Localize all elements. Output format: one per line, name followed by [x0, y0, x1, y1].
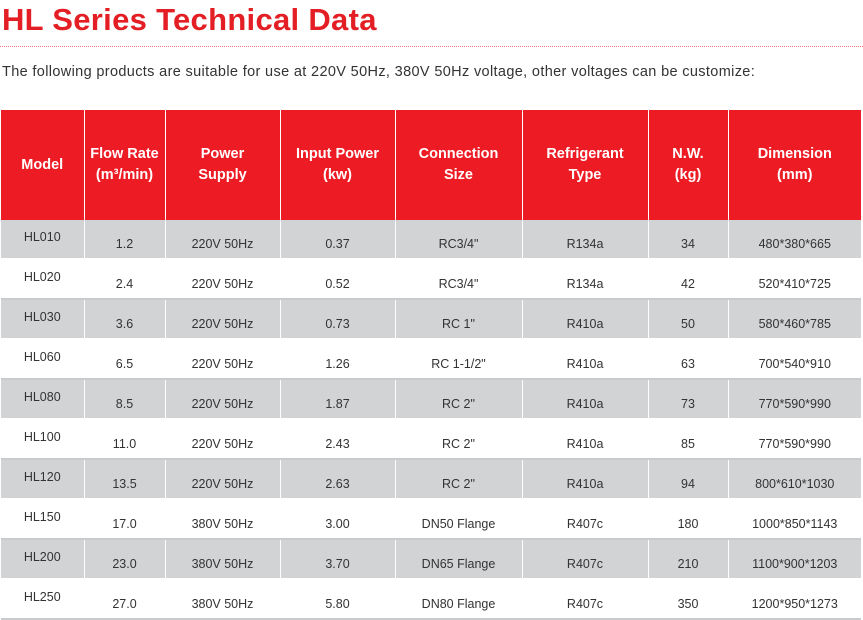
power-supply-value: 220V 50Hz	[191, 317, 254, 331]
cell-power-supply	[165, 339, 280, 379]
refrigerant-value: R407c	[566, 557, 604, 571]
dimension-value: 770*590*990	[758, 397, 831, 411]
cell-refrigerant	[522, 539, 648, 579]
table-row	[1, 579, 861, 619]
cell-flow-rate	[84, 299, 165, 339]
net-weight-value: 63	[681, 357, 695, 371]
refrigerant-value: R134a	[566, 277, 604, 291]
cell-connection-size	[395, 339, 522, 379]
cell-net-weight	[648, 579, 728, 619]
refrigerant-value: R410a	[566, 397, 604, 411]
cell-model	[1, 220, 84, 259]
cell-model	[1, 419, 84, 459]
flow-rate-value: 6.5	[115, 357, 134, 371]
connection-size-value: DN50 Flange	[421, 517, 496, 531]
model-value: HL120	[23, 470, 61, 484]
header-flow-rate: Flow Rate (m³/min)	[84, 110, 165, 220]
model-value: HL030	[23, 310, 61, 324]
dimension-value: 700*540*910	[758, 357, 831, 371]
net-weight-value: 50	[681, 317, 695, 331]
dimension-value: 770*590*990	[758, 437, 831, 451]
input-power-value: 1.87	[325, 397, 350, 411]
cell-refrigerant	[522, 499, 648, 539]
net-weight-value: 85	[681, 437, 695, 451]
cell-model	[1, 259, 84, 299]
connection-size-value: RC 2"	[442, 437, 475, 451]
table-row	[1, 220, 861, 259]
dimension-value: 1000*850*1143	[752, 517, 838, 531]
cell-net-weight	[648, 459, 728, 499]
power-supply-value: 220V 50Hz	[191, 477, 254, 491]
cell-dimension	[728, 379, 861, 419]
input-power-value: 0.73	[325, 317, 350, 331]
cell-dimension	[728, 299, 861, 339]
cell-input-power	[280, 339, 395, 379]
flow-rate-value: 8.5	[115, 397, 134, 411]
cell-connection-size	[395, 379, 522, 419]
dimension-value: 1200*950*1273	[751, 597, 838, 611]
connection-size-value: RC 1-1/2"	[431, 357, 486, 371]
cell-power-supply	[165, 459, 280, 499]
cell-dimension	[728, 579, 861, 619]
header-net-weight: N.W. (kg)	[648, 110, 728, 220]
net-weight-value: 180	[677, 517, 699, 531]
cell-net-weight	[648, 419, 728, 459]
cell-net-weight	[648, 539, 728, 579]
cell-flow-rate	[84, 339, 165, 379]
cell-connection-size	[395, 499, 522, 539]
net-weight-value: 94	[681, 477, 695, 491]
cell-input-power	[280, 299, 395, 339]
input-power-value: 2.43	[325, 437, 350, 451]
cell-connection-size	[395, 259, 522, 299]
input-power-value: 0.52	[325, 277, 350, 291]
cell-connection-size	[395, 299, 522, 339]
cell-model	[1, 539, 84, 579]
flow-rate-value: 1.2	[115, 237, 134, 251]
cell-flow-rate	[84, 379, 165, 419]
cell-refrigerant	[522, 299, 648, 339]
cell-refrigerant	[522, 220, 648, 259]
input-power-value: 0.37	[325, 237, 350, 251]
cell-model	[1, 299, 84, 339]
cell-dimension	[728, 419, 861, 459]
cell-power-supply	[165, 299, 280, 339]
connection-size-value: RC 2"	[442, 397, 475, 411]
cell-input-power	[280, 539, 395, 579]
cell-power-supply	[165, 499, 280, 539]
power-supply-value: 220V 50Hz	[191, 357, 254, 371]
cell-flow-rate	[84, 539, 165, 579]
title-divider	[0, 46, 863, 47]
cell-connection-size	[395, 419, 522, 459]
net-weight-value: 42	[681, 277, 695, 291]
cell-power-supply	[165, 539, 280, 579]
connection-size-value: RC3/4"	[438, 277, 479, 291]
cell-net-weight	[648, 339, 728, 379]
net-weight-value: 34	[681, 237, 695, 251]
cell-input-power	[280, 579, 395, 619]
cell-flow-rate	[84, 259, 165, 299]
model-value: HL250	[23, 590, 61, 604]
cell-connection-size	[395, 539, 522, 579]
cell-connection-size	[395, 579, 522, 619]
cell-power-supply	[165, 220, 280, 259]
model-value: HL200	[23, 550, 61, 564]
cell-connection-size	[395, 220, 522, 259]
model-value: HL150	[23, 510, 61, 524]
model-value: HL020	[23, 270, 61, 284]
flow-rate-value: 2.4	[115, 277, 134, 291]
cell-flow-rate	[84, 579, 165, 619]
cell-net-weight	[648, 299, 728, 339]
flow-rate-value: 11.0	[112, 437, 137, 451]
dimension-value: 480*380*665	[758, 237, 831, 251]
cell-net-weight	[648, 220, 728, 259]
table-row	[1, 459, 861, 499]
table-row	[1, 379, 861, 419]
cell-dimension	[728, 259, 861, 299]
cell-input-power	[280, 220, 395, 259]
refrigerant-value: R410a	[566, 317, 604, 331]
connection-size-value: RC 2"	[442, 477, 475, 491]
cell-refrigerant	[522, 379, 648, 419]
cell-connection-size	[395, 459, 522, 499]
table-row	[1, 339, 861, 379]
cell-input-power	[280, 259, 395, 299]
cell-model	[1, 379, 84, 419]
cell-dimension	[728, 539, 861, 579]
cell-flow-rate	[84, 499, 165, 539]
net-weight-value: 73	[681, 397, 695, 411]
table-header-row	[1, 110, 861, 220]
flow-rate-value: 13.5	[112, 477, 137, 491]
header-connection-size: Connection Size	[395, 110, 522, 220]
power-supply-value: 220V 50Hz	[191, 437, 254, 451]
cell-refrigerant	[522, 459, 648, 499]
dimension-value: 1100*900*1203	[752, 557, 838, 571]
cell-power-supply	[165, 419, 280, 459]
cell-flow-rate	[84, 220, 165, 259]
table-row	[1, 419, 861, 459]
power-supply-value: 380V 50Hz	[191, 597, 254, 611]
model-value: HL010	[23, 230, 61, 244]
cell-refrigerant	[522, 419, 648, 459]
power-supply-value: 380V 50Hz	[191, 557, 254, 571]
cell-model	[1, 579, 84, 619]
flow-rate-value: 23.0	[112, 557, 137, 571]
connection-size-value: RC 1"	[442, 317, 475, 331]
header-model: Model	[1, 110, 84, 220]
cell-net-weight	[648, 259, 728, 299]
net-weight-value: 210	[677, 557, 699, 571]
cell-input-power	[280, 499, 395, 539]
connection-size-value: DN80 Flange	[421, 597, 496, 611]
input-power-value: 2.63	[325, 477, 350, 491]
cell-dimension	[728, 220, 861, 259]
power-supply-value: 380V 50Hz	[191, 517, 254, 531]
cell-net-weight	[648, 499, 728, 539]
cell-refrigerant	[522, 339, 648, 379]
refrigerant-value: R407c	[566, 517, 604, 531]
connection-size-value: DN65 Flange	[421, 557, 496, 571]
header-dimension: Dimension (mm)	[728, 110, 861, 220]
cell-flow-rate	[84, 459, 165, 499]
input-power-value: 3.00	[325, 517, 350, 531]
header-power-supply: Power Supply	[165, 110, 280, 220]
cell-refrigerant	[522, 579, 648, 619]
input-power-value: 3.70	[325, 557, 350, 571]
cell-model	[1, 459, 84, 499]
power-supply-value: 220V 50Hz	[191, 277, 254, 291]
refrigerant-value: R410a	[566, 357, 604, 371]
cell-model	[1, 339, 84, 379]
model-value: HL080	[23, 390, 61, 404]
dimension-value: 800*610*1030	[755, 477, 835, 491]
refrigerant-value: R134a	[566, 237, 604, 251]
cell-net-weight	[648, 379, 728, 419]
refrigerant-value: R410a	[566, 477, 604, 491]
table-row	[1, 499, 861, 539]
header-input-power: Input Power (kw)	[280, 110, 395, 220]
table-row	[1, 259, 861, 299]
flow-rate-value: 3.6	[115, 317, 134, 331]
cell-input-power	[280, 419, 395, 459]
table-row	[1, 299, 861, 339]
net-weight-value: 350	[677, 597, 699, 611]
model-value: HL060	[23, 350, 61, 364]
cell-dimension	[728, 339, 861, 379]
refrigerant-value: R407c	[566, 597, 604, 611]
cell-flow-rate	[84, 419, 165, 459]
cell-input-power	[280, 379, 395, 419]
cell-refrigerant	[522, 259, 648, 299]
page-title: HL Series Technical Data	[2, 2, 377, 37]
power-supply-value: 220V 50Hz	[191, 397, 254, 411]
header-refrigerant-type: Refrigerant Type	[522, 110, 648, 220]
cell-dimension	[728, 459, 861, 499]
dimension-value: 580*460*785	[758, 317, 831, 331]
flow-rate-value: 17.0	[112, 517, 137, 531]
cell-input-power	[280, 459, 395, 499]
cell-model	[1, 499, 84, 539]
input-power-value: 5.80	[325, 597, 350, 611]
connection-size-value: RC3/4"	[438, 237, 479, 251]
flow-rate-value: 27.0	[112, 597, 137, 611]
power-supply-value: 220V 50Hz	[191, 237, 254, 251]
intro-text: The following products are suitable for use at 220V 50Hz, 380V 50Hz voltage, other voltages can be customize:	[2, 64, 756, 80]
refrigerant-value: R410a	[566, 437, 604, 451]
table-row	[1, 539, 861, 579]
dimension-value: 520*410*725	[758, 277, 831, 291]
cell-power-supply	[165, 259, 280, 299]
cell-power-supply	[165, 579, 280, 619]
technical-data-table	[1, 110, 861, 620]
input-power-value: 1.26	[325, 357, 350, 371]
cell-dimension	[728, 499, 861, 539]
cell-power-supply	[165, 379, 280, 419]
model-value: HL100	[23, 430, 61, 444]
